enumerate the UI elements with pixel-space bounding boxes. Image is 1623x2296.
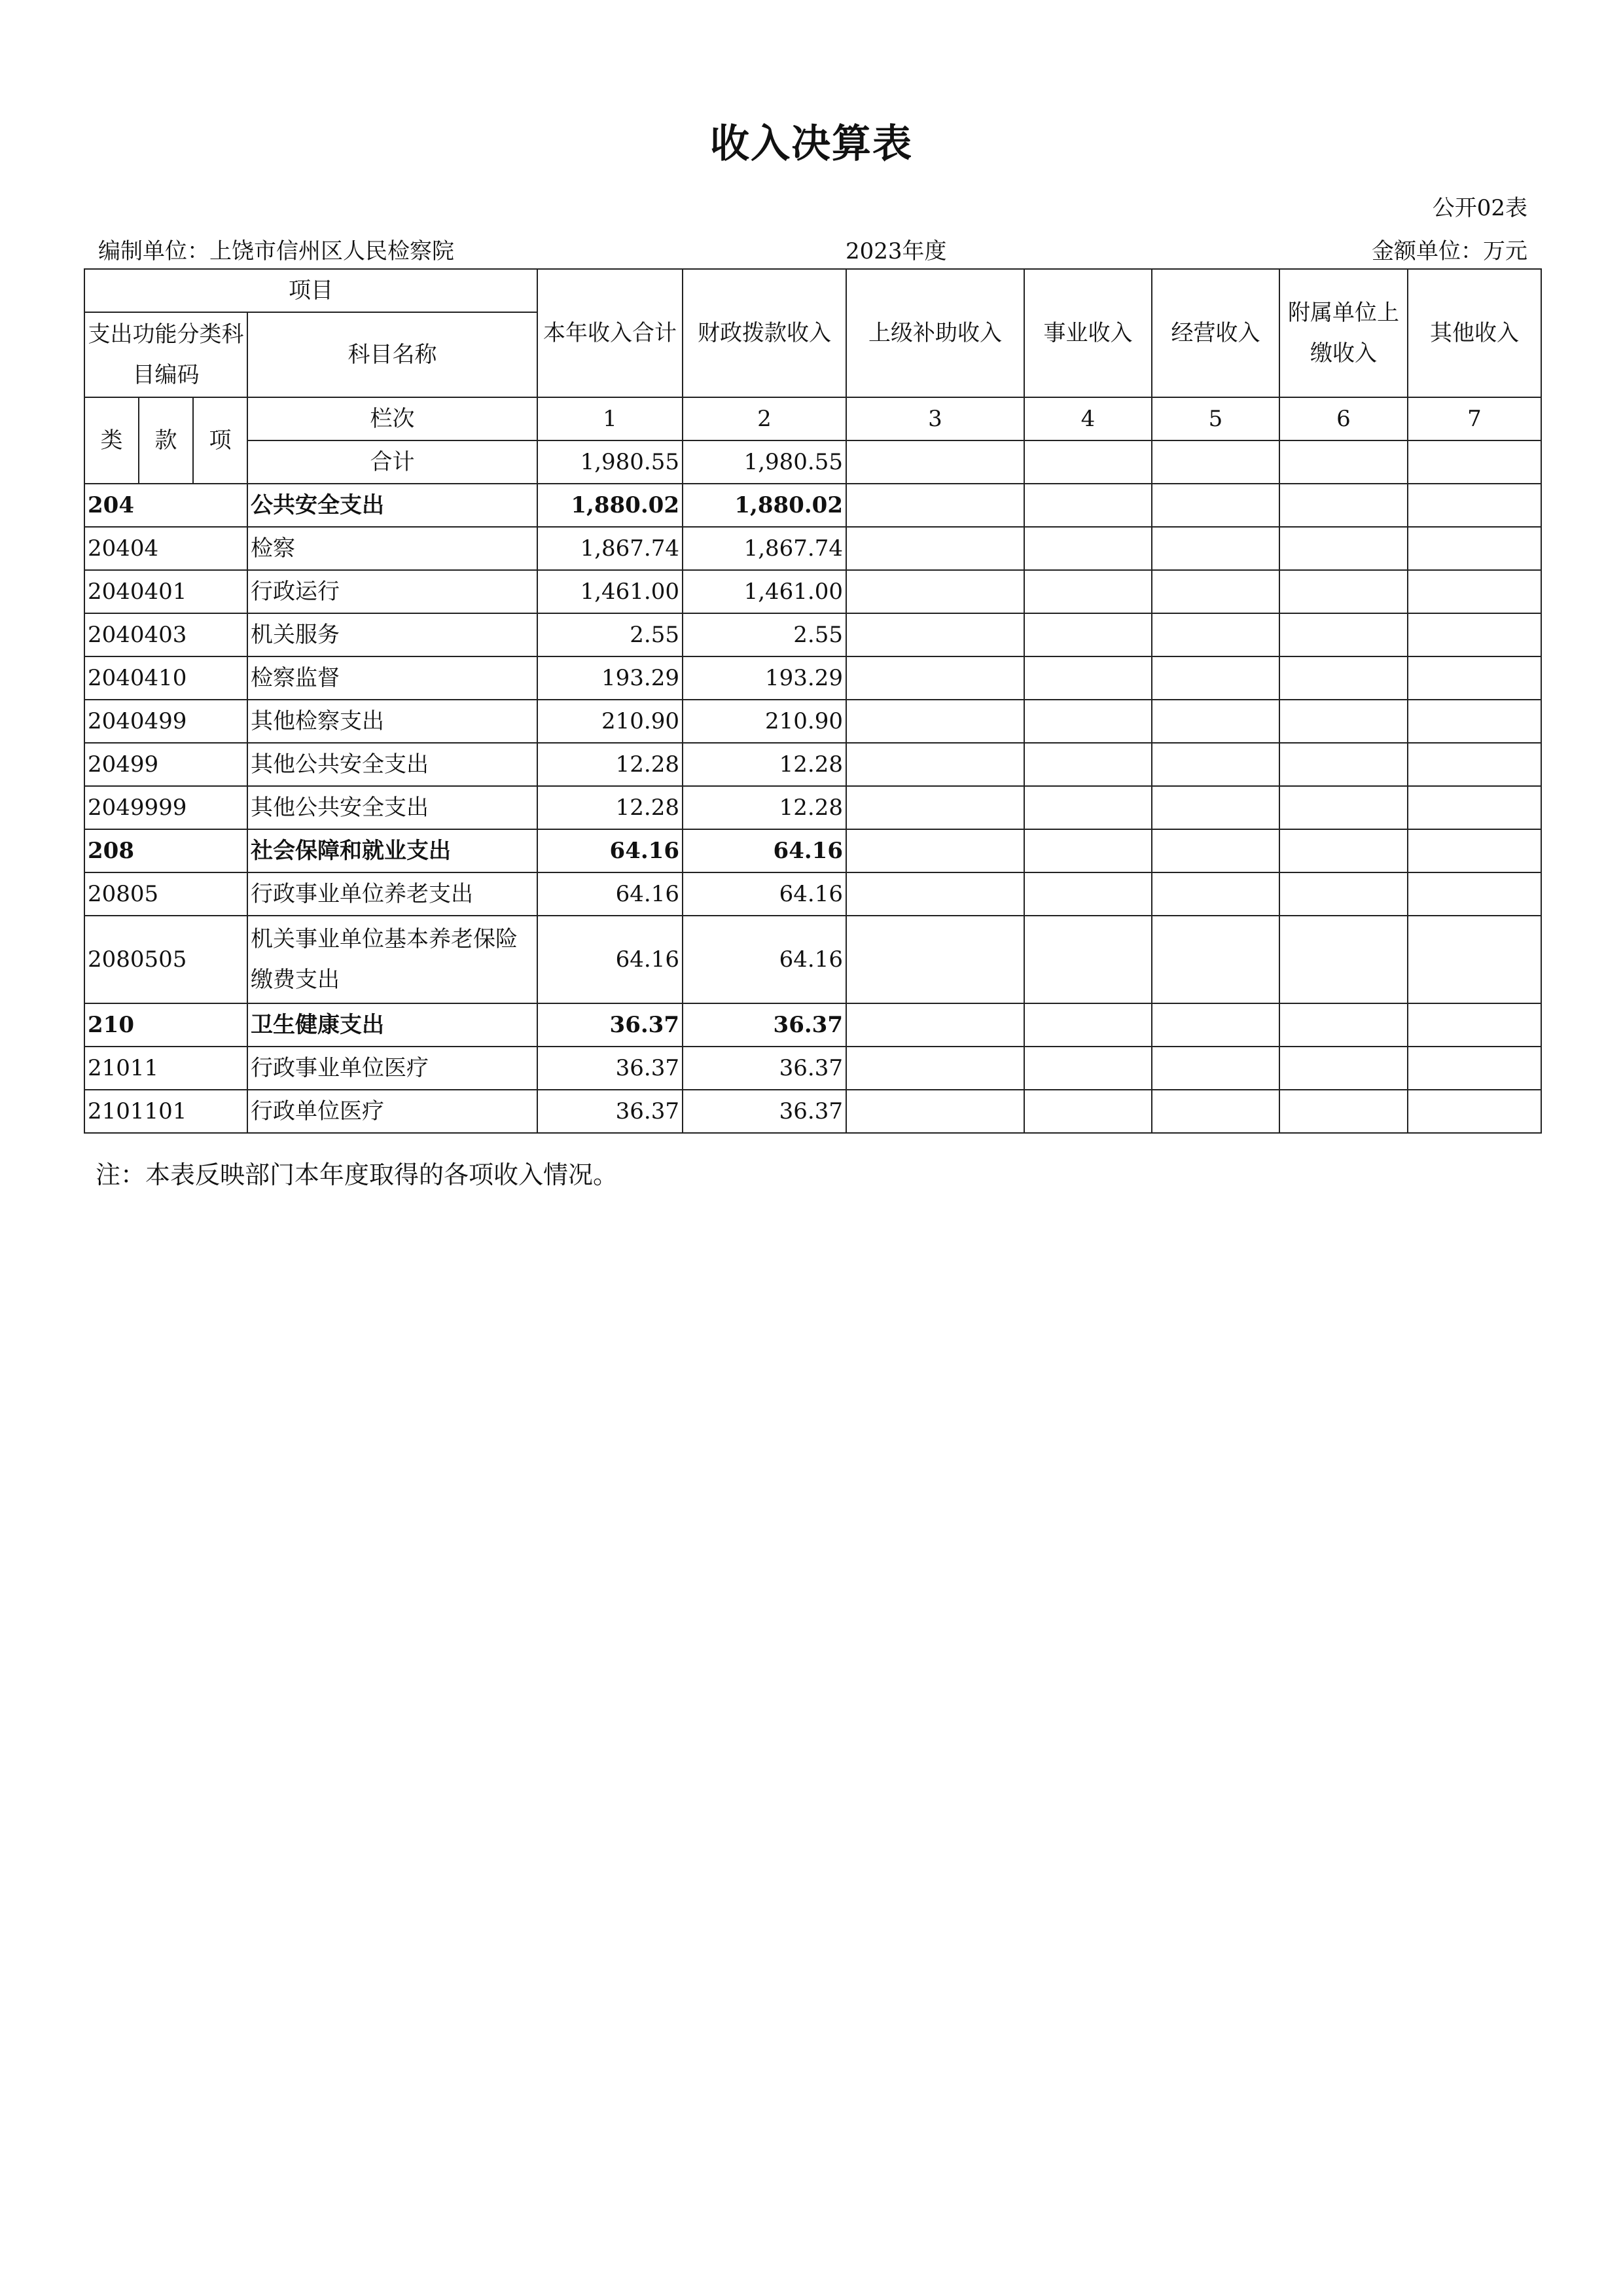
fiscal-allocation-value: 1,461.00 xyxy=(683,570,846,613)
page-title: 收入决算表 xyxy=(710,121,913,167)
total-income-value: 64.16 xyxy=(537,872,683,916)
affiliated-income-value xyxy=(1279,613,1408,656)
subject-code: 21011 xyxy=(84,1047,247,1090)
table-row xyxy=(84,1090,1541,1133)
fiscal-allocation-value: 1,867.74 xyxy=(683,527,846,570)
affiliated-income-value xyxy=(1279,527,1408,570)
other-income-header: 其他收入 xyxy=(1408,269,1541,397)
other-income-value xyxy=(1408,1090,1541,1133)
footnote: 注：本表反映部门本年度取得的各项收入情况。 xyxy=(96,1160,618,1189)
subject-name: 行政事业单位医疗 xyxy=(247,1047,537,1090)
fiscal-allocation-value: 64.16 xyxy=(683,916,846,1003)
table-row xyxy=(84,872,1541,916)
other-income-value xyxy=(1408,527,1541,570)
col-num-4: 4 xyxy=(1024,397,1152,440)
total-income-value: 12.28 xyxy=(537,786,683,829)
operating-income-value xyxy=(1152,743,1279,786)
operating-income-value xyxy=(1152,916,1279,1003)
superior-subsidy-value xyxy=(846,916,1024,1003)
affiliated-income-header: 附属单位上缴收入 xyxy=(1279,269,1408,397)
superior-subsidy-value xyxy=(846,786,1024,829)
fiscal-year: 2023年度 xyxy=(846,238,947,264)
subject-name: 行政事业单位养老支出 xyxy=(247,872,537,916)
total-income-value: 12.28 xyxy=(537,743,683,786)
superior-subsidy-value xyxy=(846,743,1024,786)
subject-code: 20805 xyxy=(84,872,247,916)
other-income-value xyxy=(1408,872,1541,916)
superior-subsidy-value xyxy=(846,1003,1024,1047)
business-income-value xyxy=(1024,1090,1152,1133)
table-row xyxy=(84,570,1541,613)
lanci-label: 栏次 xyxy=(247,397,537,440)
fiscal-allocation-value: 36.37 xyxy=(683,1047,846,1090)
subject-code: 208 xyxy=(84,829,247,872)
other-income-value xyxy=(1408,1003,1541,1047)
subject-code: 210 xyxy=(84,1003,247,1047)
subject-code: 2040401 xyxy=(84,570,247,613)
subject-name: 机关服务 xyxy=(247,613,537,656)
item-header: 项目 xyxy=(84,269,537,312)
superior-subsidy-value xyxy=(846,1047,1024,1090)
business-income-value xyxy=(1024,570,1152,613)
total-income-value: 1,980.55 xyxy=(537,440,683,484)
table-row xyxy=(84,1047,1541,1090)
business-income-value xyxy=(1024,829,1152,872)
subject-code: 20404 xyxy=(84,527,247,570)
affiliated-income-value xyxy=(1279,1090,1408,1133)
affiliated-income-value xyxy=(1279,656,1408,700)
superior-subsidy-value xyxy=(846,570,1024,613)
fiscal-allocation-value: 36.37 xyxy=(683,1090,846,1133)
business-income-value xyxy=(1024,656,1152,700)
total-income-value: 2.55 xyxy=(537,613,683,656)
col-num-5: 5 xyxy=(1152,397,1279,440)
total-fiscal-value: 1,980.55 xyxy=(683,440,846,484)
subject-name: 检察 xyxy=(247,527,537,570)
table-row xyxy=(84,786,1541,829)
compiling-unit: 编制单位：上饶市信州区人民检察院 xyxy=(98,238,454,264)
col-num-2: 2 xyxy=(683,397,846,440)
business-income-value xyxy=(1024,613,1152,656)
subject-name-header: 科目名称 xyxy=(247,312,537,397)
other-income-value xyxy=(1408,656,1541,700)
subject-code: 2049999 xyxy=(84,786,247,829)
total-income-value: 36.37 xyxy=(537,1047,683,1090)
col-num-6: 6 xyxy=(1279,397,1408,440)
fiscal-allocation-value: 64.16 xyxy=(683,829,846,872)
table-row xyxy=(84,700,1541,743)
superior-subsidy-value xyxy=(846,1090,1024,1133)
affiliated-income-value xyxy=(1279,872,1408,916)
operating-income-value xyxy=(1152,1090,1279,1133)
subject-name: 其他检察支出 xyxy=(247,700,537,743)
total-income-value: 36.37 xyxy=(537,1003,683,1047)
fiscal-allocation-value: 36.37 xyxy=(683,1003,846,1047)
operating-income-value xyxy=(1152,700,1279,743)
operating-income-header: 经营收入 xyxy=(1152,269,1279,397)
header-row-1 xyxy=(84,269,1541,312)
subject-name: 行政单位医疗 xyxy=(247,1090,537,1133)
subject-code: 204 xyxy=(84,484,247,527)
affiliated-income-value xyxy=(1279,570,1408,613)
total-row xyxy=(84,440,1541,484)
affiliated-income-value xyxy=(1279,1047,1408,1090)
other-income-value xyxy=(1408,829,1541,872)
operating-income-value xyxy=(1152,1047,1279,1090)
operating-income-value xyxy=(1152,829,1279,872)
operating-income-value xyxy=(1152,656,1279,700)
other-income-value xyxy=(1408,570,1541,613)
affiliated-income-value xyxy=(1279,743,1408,786)
total-income-value: 193.29 xyxy=(537,656,683,700)
fiscal-allocation-header: 财政拨款收入 xyxy=(683,269,846,397)
table-row xyxy=(84,829,1541,872)
superior-subsidy-value xyxy=(846,527,1024,570)
subject-name: 其他公共安全支出 xyxy=(247,743,537,786)
superior-subsidy-value xyxy=(846,700,1024,743)
header-row-3 xyxy=(84,397,1541,440)
business-income-value xyxy=(1024,872,1152,916)
superior-subsidy-value xyxy=(846,613,1024,656)
lei-header: 类 xyxy=(84,397,139,484)
other-income-value xyxy=(1408,613,1541,656)
subject-name: 检察监督 xyxy=(247,656,537,700)
operating-income-value xyxy=(1152,613,1279,656)
business-income-value xyxy=(1024,743,1152,786)
superior-subsidy-value xyxy=(846,872,1024,916)
table-row xyxy=(84,484,1541,527)
total-income-header: 本年收入合计 xyxy=(537,269,683,397)
table-row xyxy=(84,656,1541,700)
other-income-value xyxy=(1408,916,1541,1003)
col-num-7: 7 xyxy=(1408,397,1541,440)
other-income-value xyxy=(1408,1047,1541,1090)
other-income-value xyxy=(1408,743,1541,786)
fiscal-allocation-value: 1,880.02 xyxy=(683,484,846,527)
fiscal-allocation-value: 2.55 xyxy=(683,613,846,656)
total-income-value: 210.90 xyxy=(537,700,683,743)
affiliated-income-value xyxy=(1279,786,1408,829)
subject-code: 2080505 xyxy=(84,916,247,1003)
fiscal-allocation-value: 12.28 xyxy=(683,786,846,829)
table-row xyxy=(84,743,1541,786)
fiscal-allocation-value: 12.28 xyxy=(683,743,846,786)
business-income-value xyxy=(1024,786,1152,829)
affiliated-income-value xyxy=(1279,700,1408,743)
total-income-value: 64.16 xyxy=(537,829,683,872)
other-income-value xyxy=(1408,786,1541,829)
affiliated-income-value xyxy=(1279,916,1408,1003)
superior-subsidy-value xyxy=(846,829,1024,872)
superior-subsidy-value xyxy=(846,656,1024,700)
func-code-header: 支出功能分类科目编码 xyxy=(84,312,247,397)
kuan-header: 款 xyxy=(139,397,193,484)
table-row xyxy=(84,1003,1541,1047)
business-income-value xyxy=(1024,484,1152,527)
total-income-value: 36.37 xyxy=(537,1090,683,1133)
table-row xyxy=(84,527,1541,570)
other-income-value xyxy=(1408,484,1541,527)
table-row xyxy=(84,916,1541,1003)
subject-code: 2101101 xyxy=(84,1090,247,1133)
operating-income-value xyxy=(1152,527,1279,570)
business-income-value xyxy=(1024,1003,1152,1047)
other-income-value xyxy=(1408,700,1541,743)
business-income-header: 事业收入 xyxy=(1024,269,1152,397)
total-income-value: 1,867.74 xyxy=(537,527,683,570)
subject-name: 其他公共安全支出 xyxy=(247,786,537,829)
operating-income-value xyxy=(1152,570,1279,613)
total-label: 合计 xyxy=(247,440,537,484)
affiliated-income-value xyxy=(1279,484,1408,527)
operating-income-value xyxy=(1152,786,1279,829)
subject-code: 2040499 xyxy=(84,700,247,743)
superior-subsidy-value xyxy=(846,484,1024,527)
col-num-3: 3 xyxy=(846,397,1024,440)
fiscal-allocation-value: 64.16 xyxy=(683,872,846,916)
affiliated-income-value xyxy=(1279,829,1408,872)
subject-name: 公共安全支出 xyxy=(247,484,537,527)
col-num-1: 1 xyxy=(537,397,683,440)
subject-name: 机关事业单位基本养老保险缴费支出 xyxy=(247,916,537,1003)
subject-name: 卫生健康支出 xyxy=(247,1003,537,1047)
fiscal-allocation-value: 210.90 xyxy=(683,700,846,743)
operating-income-value xyxy=(1152,872,1279,916)
business-income-value xyxy=(1024,700,1152,743)
xiang-header: 项 xyxy=(193,397,247,484)
superior-subsidy-header: 上级补助收入 xyxy=(846,269,1024,397)
operating-income-value xyxy=(1152,484,1279,527)
operating-income-value xyxy=(1152,1003,1279,1047)
total-income-value: 64.16 xyxy=(537,916,683,1003)
fiscal-allocation-value: 193.29 xyxy=(683,656,846,700)
total-income-value: 1,461.00 xyxy=(537,570,683,613)
subject-code: 2040410 xyxy=(84,656,247,700)
subject-code: 20499 xyxy=(84,743,247,786)
business-income-value xyxy=(1024,916,1152,1003)
business-income-value xyxy=(1024,1047,1152,1090)
subject-name: 社会保障和就业支出 xyxy=(247,829,537,872)
subject-name: 行政运行 xyxy=(247,570,537,613)
business-income-value xyxy=(1024,527,1152,570)
subject-code: 2040403 xyxy=(84,613,247,656)
currency-unit: 金额单位：万元 xyxy=(1372,238,1527,264)
form-number: 公开02表 xyxy=(1432,195,1527,221)
table-row xyxy=(84,613,1541,656)
total-income-value: 1,880.02 xyxy=(537,484,683,527)
affiliated-income-value xyxy=(1279,1003,1408,1047)
income-table xyxy=(84,268,1542,1134)
